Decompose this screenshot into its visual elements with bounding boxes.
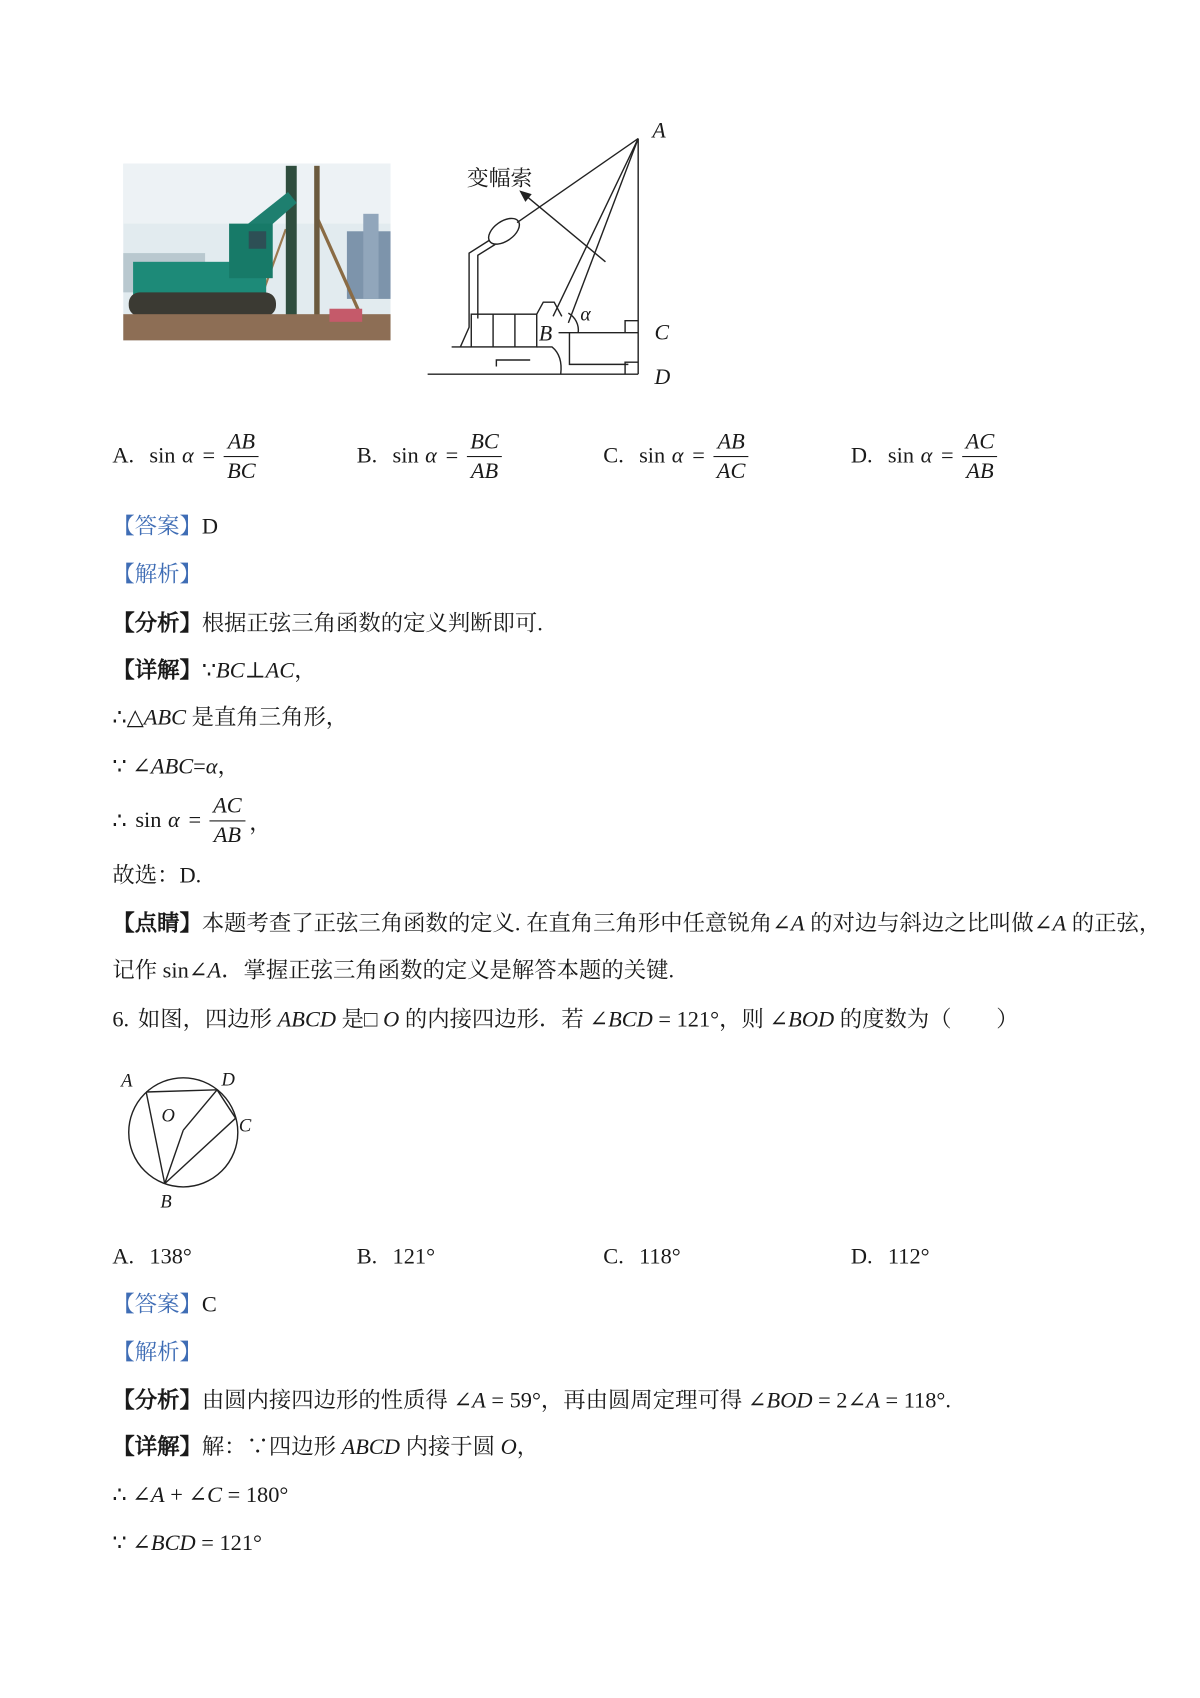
text-segment: = 118°. [879, 1388, 951, 1413]
alpha-symbol: α [671, 443, 684, 468]
option-value: 138° [149, 1244, 192, 1269]
angle-alpha-arc [568, 313, 578, 333]
q6-detail-line-1 [112, 1435, 539, 1461]
fraction-denominator: AB [213, 823, 242, 848]
fraction-denominator: AB [966, 458, 994, 483]
q5-option-c [603, 425, 748, 486]
q5-option-b [357, 425, 502, 486]
math-segment: O [383, 1007, 400, 1032]
sin-function: sin [149, 443, 176, 468]
answer-value: C [201, 1292, 217, 1317]
math-segment: α [205, 754, 218, 779]
math-segment: BCD [608, 1007, 653, 1032]
cable-label: 变幅索 [466, 166, 533, 191]
alpha-symbol: α [182, 443, 194, 468]
math-segment: A [866, 1388, 880, 1413]
right-angle-mark-c [625, 321, 638, 333]
fenxi-tag: 【分析】 [112, 611, 202, 636]
math-segment: BOD [788, 1007, 835, 1032]
text-segment: ∴△ [112, 705, 144, 730]
text-segment: 的对边与斜边之比叫做∠ [804, 911, 1053, 936]
q5-options [0, 425, 1091, 486]
text-segment: ， [516, 1435, 540, 1460]
equals-sign: = [188, 807, 202, 832]
text-segment: 的度数为（ ） [834, 1007, 1019, 1032]
text-segment: 是□ [336, 1007, 384, 1032]
boom-line [553, 139, 638, 317]
option-letter: A. [112, 443, 135, 468]
math-segment: AC [265, 658, 295, 683]
fraction [467, 427, 502, 485]
text-segment: 记作 sin∠ [112, 958, 208, 983]
text-segment: ， [217, 754, 240, 779]
crane-diagram [420, 109, 687, 395]
answer-tag: 【答案】 [112, 514, 202, 539]
cable-line [517, 139, 638, 223]
point-b-label: B [538, 321, 553, 346]
option-letter: B. [356, 443, 378, 468]
text-segment: 本题考查了正弦三角函数的定义. 在直角三角形中任意锐角∠ [201, 911, 791, 936]
fraction-numerator: AC [962, 427, 997, 456]
option-letter: D. [850, 443, 873, 468]
point-a-label: A [121, 1070, 133, 1092]
q5-answer-line [112, 514, 218, 540]
fraction-denominator: BC [227, 458, 256, 483]
math-segment: O [500, 1435, 517, 1460]
math-segment: BC [216, 658, 245, 683]
chord-dc [217, 1090, 236, 1118]
machine-cab [537, 302, 562, 316]
fenxi-text: 根据正弦三角函数的定义判断即可. [201, 611, 543, 636]
text-segment: = 121° [195, 1531, 262, 1556]
photo-pole [314, 166, 319, 319]
option-letter: B. [356, 1244, 378, 1269]
equals-sign: = [202, 443, 216, 468]
option-value: 121° [392, 1244, 436, 1269]
q5-option-d [851, 425, 998, 486]
math-segment: BCD [150, 1531, 196, 1556]
point-c-label: C [238, 1115, 252, 1137]
photo-debris [329, 309, 362, 322]
q5-detail-line-3 [112, 754, 240, 780]
q5-detail-line-4 [0, 790, 1091, 851]
text-segment: ．掌握正弦三角函数的定义是解答本题的关键. [221, 958, 675, 983]
math-segment: BOD [766, 1388, 813, 1413]
text-segment: ∵ [201, 658, 217, 683]
fraction-denominator: AC [716, 458, 746, 483]
text-segment: 内接于圆 [399, 1435, 501, 1460]
arrow-head [519, 190, 531, 201]
q6-detail-line-3 [112, 1531, 262, 1557]
option-letter: C. [603, 443, 624, 468]
q5-fenxi-line [112, 611, 542, 637]
sin-function: sin [135, 807, 162, 832]
point-d-label: D [221, 1069, 235, 1091]
fraction [714, 427, 749, 485]
sin-function: sin [887, 443, 915, 468]
math-segment: ABCD [341, 1435, 400, 1460]
step-line [496, 360, 530, 367]
q6-option-d [851, 1244, 930, 1270]
analysis-tag: 【解析】 [112, 562, 202, 587]
mast-post [460, 240, 489, 347]
text-segment: ∴ ∠ [112, 1483, 151, 1508]
text-segment: ⊥ [244, 658, 266, 683]
alpha-symbol: α [920, 443, 933, 468]
fraction-numerator: BC [467, 427, 502, 456]
conclusion-text: 故选：D. [112, 863, 202, 888]
text-segment: ， [249, 811, 272, 836]
text-segment: 是直角三角形， [186, 705, 349, 730]
equals-sign: = [692, 443, 705, 468]
text-segment: 如图，四边形 [137, 1007, 278, 1032]
math-segment: ABC [150, 754, 194, 779]
photo-machine-window [249, 231, 266, 248]
q6-option-c [603, 1244, 680, 1270]
angle-alpha-label: α [580, 304, 591, 326]
q5-dianjing-line-1 [112, 911, 1161, 937]
radius-od [183, 1090, 217, 1130]
question-number: 6. [112, 1007, 130, 1032]
option-letter: A. [112, 1244, 135, 1269]
text-segment: 解：∵四边形 [201, 1435, 342, 1460]
math-segment: A [1052, 911, 1067, 936]
q5-dianjing-line-2 [112, 958, 674, 984]
machine-body [471, 314, 536, 347]
text-segment: = 121°，则 ∠ [652, 1007, 789, 1032]
answer-value: D [201, 514, 218, 539]
math-segment: A [150, 1483, 165, 1508]
circle-diagram [115, 1069, 262, 1213]
text-segment: = 59°，再由圆周定理可得 ∠ [485, 1388, 767, 1413]
q5-conclusion-line [112, 863, 201, 889]
sin-function: sin [639, 443, 666, 468]
equals-sign: = [445, 443, 459, 468]
q6-option-b [357, 1244, 435, 1270]
text-segment: = 180° [222, 1483, 289, 1508]
q6-option-a [112, 1244, 192, 1270]
fraction-denominator: AB [470, 458, 499, 483]
photo-sky-top [123, 164, 390, 224]
detail-tag: 【详解】 [112, 1435, 202, 1460]
photo-drill-mast [286, 166, 297, 319]
circle-o [129, 1078, 238, 1187]
option-letter: C. [603, 1244, 624, 1269]
equals-sign: = [941, 443, 954, 468]
sin-fraction-expression [112, 790, 271, 851]
text-segment: 的正弦， [1066, 911, 1162, 936]
photo-building-tower [363, 214, 378, 299]
q5-detail-line-2 [112, 705, 348, 731]
photo-tracks [129, 292, 276, 316]
fraction-numerator: AB [714, 427, 749, 456]
math-segment: A [790, 911, 805, 936]
text-segment: = 2∠ [812, 1388, 867, 1413]
q6-stem [112, 1007, 1018, 1033]
analysis-tag: 【解析】 [112, 1340, 202, 1365]
text-segment: ∵ ∠ [112, 754, 151, 779]
point-d-label: D [654, 364, 671, 389]
text-segment: 的内接四边形．若 ∠ [399, 1007, 609, 1032]
chord-ad [146, 1090, 217, 1092]
fenxi-tag: 【分析】 [112, 1388, 202, 1413]
math-segment: ABCD [277, 1007, 337, 1032]
fraction [224, 427, 259, 485]
crane-photo [118, 158, 396, 343]
lower-frame-box [569, 333, 628, 365]
point-a-label: A [652, 118, 666, 143]
detail-tag: 【详解】 [112, 658, 202, 683]
alpha-symbol: α [167, 807, 180, 832]
answer-tag: 【答案】 [112, 1292, 202, 1317]
text-segment: ∵ ∠ [112, 1531, 151, 1556]
option-value: 118° [639, 1244, 681, 1269]
alpha-symbol: α [425, 443, 437, 468]
math-segment: A [207, 958, 222, 983]
text-segment: + ∠ [164, 1483, 208, 1508]
q6-detail-line-2 [112, 1483, 288, 1509]
fraction [210, 791, 245, 849]
text-segment: = [193, 754, 206, 779]
mast-post-inner [478, 244, 495, 318]
point-b-label: B [160, 1191, 172, 1213]
math-segment: ABC [143, 705, 187, 730]
dianjing-tag: 【点睛】 [112, 911, 202, 936]
center-o-label: O [161, 1105, 175, 1127]
q6-analysis-line [112, 1340, 201, 1366]
sin-function: sin [392, 443, 419, 468]
fraction-numerator: AC [210, 791, 245, 820]
fraction-numerator: AB [224, 427, 259, 456]
q6-answer-line [112, 1292, 216, 1318]
therefore-symbol: ∴ [112, 808, 127, 833]
drum-ellipse [484, 213, 524, 249]
option-value: 112° [887, 1244, 930, 1269]
text-segment: ， [294, 658, 317, 683]
text-segment: 由圆内接四边形的性质得 ∠ [201, 1388, 473, 1413]
option-letter: D. [850, 1244, 873, 1269]
fraction [962, 427, 997, 485]
lower-frame [537, 347, 561, 374]
point-c-label: C [654, 320, 670, 345]
q6-fenxi-line [112, 1388, 951, 1414]
math-segment: C [207, 1483, 223, 1508]
boom-line [568, 139, 638, 323]
math-segment: A [472, 1388, 486, 1413]
q5-option-a [112, 425, 259, 486]
q5-analysis-line [112, 562, 201, 588]
q5-detail-line-1 [112, 658, 316, 684]
